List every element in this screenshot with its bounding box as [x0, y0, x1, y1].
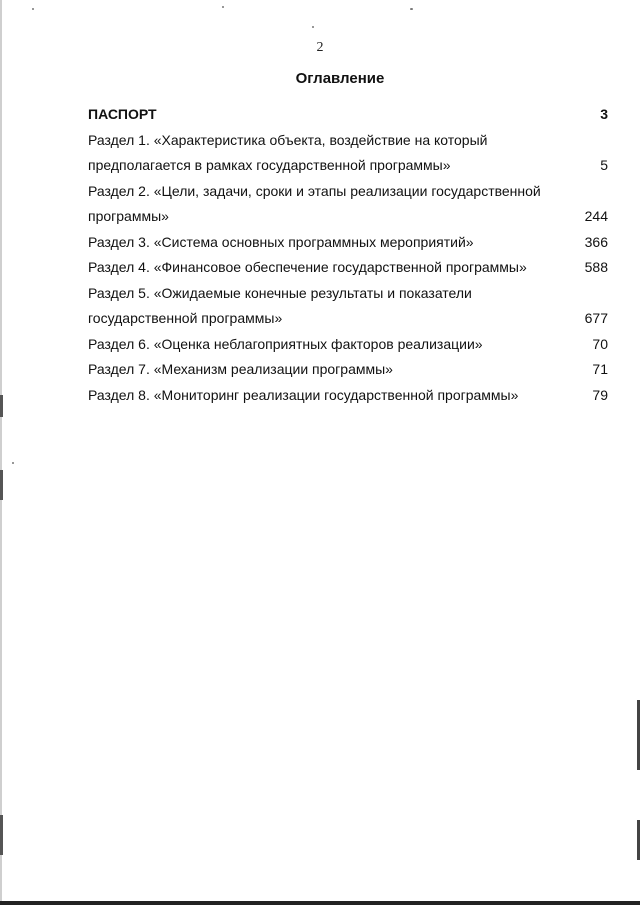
- scan-speck: [12, 462, 14, 464]
- toc-entry-title: предполагается в рамках государственной программы»: [88, 157, 451, 173]
- scan-speck: [222, 6, 224, 8]
- toc-entry-line: [88, 153, 608, 179]
- toc-entry-title: Раздел 7. «Механизм реализации программы»: [88, 361, 393, 377]
- table-of-contents: [88, 102, 608, 408]
- scan-speck: [312, 26, 314, 28]
- scan-mark-left-1: [0, 395, 3, 417]
- scan-mark-left-3: [0, 815, 3, 855]
- toc-entry: [88, 383, 608, 409]
- toc-entry-line: [88, 306, 608, 332]
- toc-entry-title: Раздел 2. «Цели, задачи, сроки и этапы реализации государственной: [88, 182, 541, 199]
- toc-entry-line: [88, 281, 608, 307]
- scan-speck: [32, 8, 34, 10]
- toc-entry-line: [88, 230, 608, 256]
- toc-entry: [88, 102, 608, 128]
- toc-entry: [88, 255, 608, 281]
- toc-entry-line: [88, 204, 608, 230]
- scan-edge-left: [0, 0, 2, 905]
- toc-entry: [88, 179, 608, 230]
- toc-entry-title: Раздел 1. «Характеристика объекта, воздействие на который: [88, 131, 488, 148]
- toc-entry-line: [88, 102, 608, 128]
- toc-entry-line: [88, 357, 608, 383]
- toc-entry-page-number: 79: [592, 386, 608, 403]
- toc-entry-title: ПАСПОРТ: [88, 106, 157, 122]
- toc-entry-title: программы»: [88, 208, 169, 224]
- scan-mark-left-2: [0, 470, 3, 500]
- toc-entry: [88, 357, 608, 383]
- toc-entry-page-number: 5: [600, 157, 608, 173]
- toc-entry-title: Раздел 5. «Ожидаемые конечные результаты и показатели: [88, 284, 472, 301]
- toc-entry: [88, 128, 608, 179]
- toc-entry-page-number: 244: [584, 208, 608, 224]
- scan-edge-bottom: [0, 901, 640, 905]
- toc-entry-title: Раздел 6. «Оценка неблагоприятных факторов реализации»: [88, 335, 483, 352]
- toc-entry-page-number: 588: [584, 259, 608, 275]
- scan-speck: [410, 8, 413, 10]
- toc-entry-line: [88, 128, 608, 154]
- toc-entry-line: [88, 332, 608, 358]
- toc-entry-page-number: 677: [584, 310, 608, 326]
- toc-entry-title: Раздел 8. «Мониторинг реализации государственной программы»: [88, 386, 519, 403]
- toc-entry-page-number: 3: [600, 106, 608, 122]
- toc-entry-title: Раздел 4. «Финансовое обеспечение государственной программы»: [88, 259, 527, 275]
- toc-entry: [88, 332, 608, 358]
- toc-entry: [88, 281, 608, 332]
- toc-title: Оглавление: [295, 70, 385, 87]
- toc-entry-page-number: 71: [592, 361, 608, 377]
- toc-entry-page-number: 70: [592, 335, 608, 352]
- toc-entry-page-number: 366: [584, 233, 608, 250]
- toc-entry-title: Раздел 3. «Система основных программных мероприятий»: [88, 233, 474, 250]
- toc-entry: [88, 230, 608, 256]
- toc-entry-title: государственной программы»: [88, 310, 283, 326]
- toc-entry-line: [88, 255, 608, 281]
- toc-entry-line: [88, 383, 608, 409]
- page-number: 2: [316, 40, 324, 55]
- toc-entry-line: [88, 179, 608, 205]
